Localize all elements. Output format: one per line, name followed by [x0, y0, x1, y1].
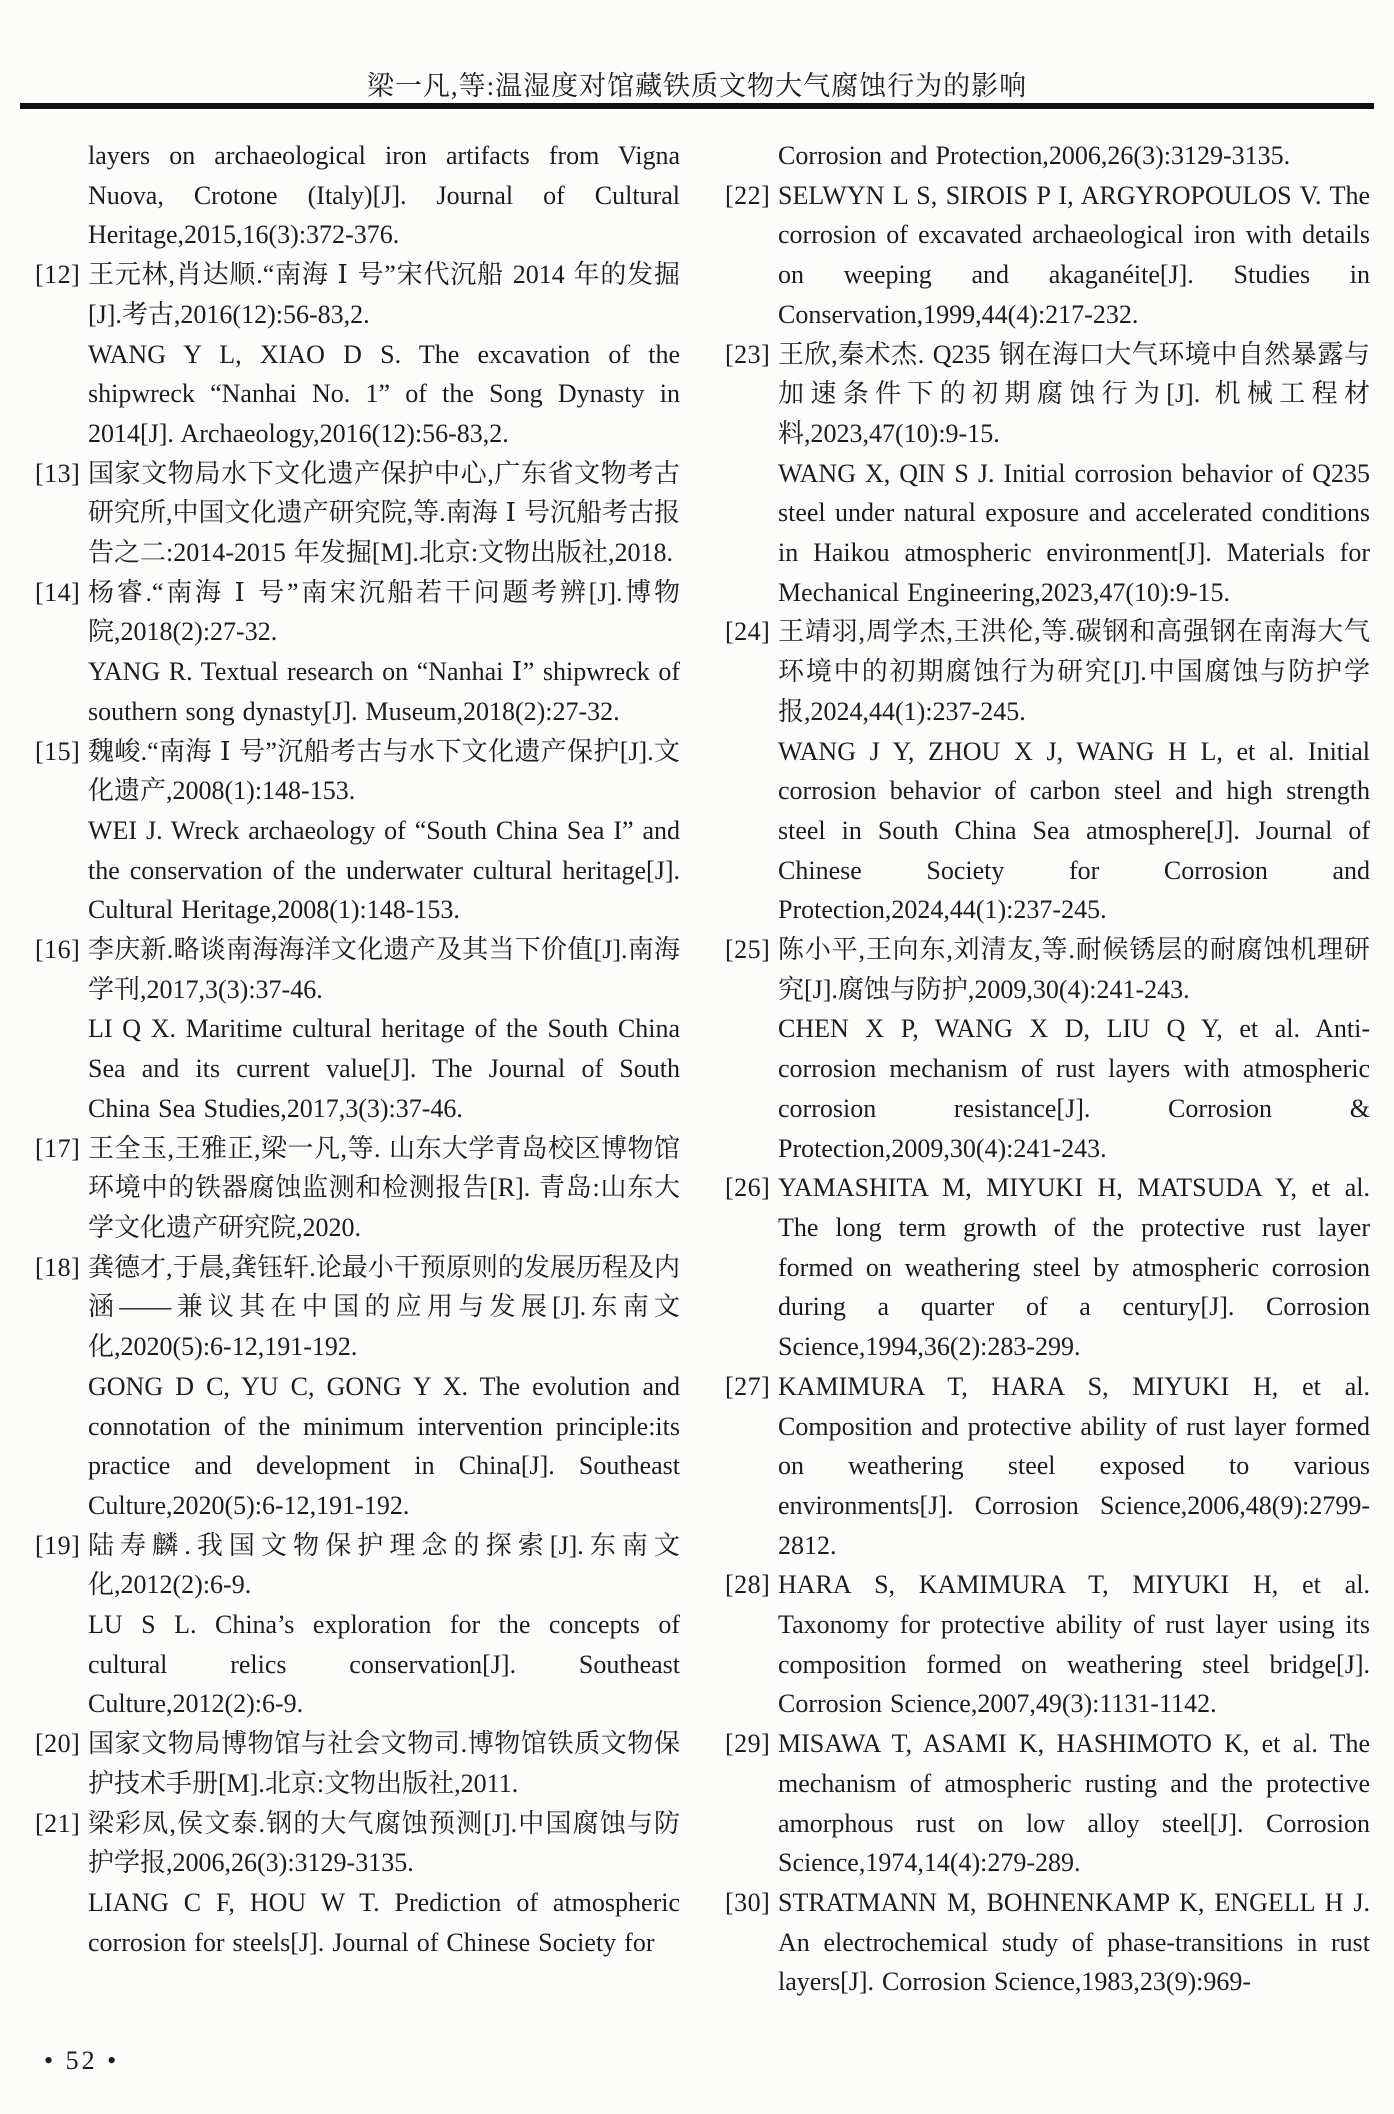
reference-text: 国家文物局水下文化遗产保护中心,广东省文物考古研究所,中国文化遗产研究院,等.南海 Ⅰ 号沉船考古报告之二:2014-2015 年发掘[M].北京:文物出版社,2018. [88, 458, 680, 568]
reference-text: 陈小平,王向东,刘清友,等.耐候锈层的耐腐蚀机理研究[J].腐蚀与防护,2009,30(4):241-243. [778, 935, 1370, 1004]
reference-number: [21] [35, 1808, 81, 1838]
reference-text: 王靖羽,周学杰,王洪伦,等.碳钢和高强钢在南海大气环境中的初期腐蚀行为研究[J].中国腐蚀与防护学报,2024,44(1):237-245. [778, 617, 1370, 726]
reference-number: [29] [725, 1729, 771, 1759]
reference-text: STRATMANN M, BOHNENKAMP K, ENGELL H J. An electrochemical study of phase-transitions in rust layers[J]. Corrosion Science,1983,23(9):969- [778, 1887, 1370, 1997]
reference-text: 王欣,秦术杰. Q235 钢在海口大气环境中自然暴露与加速条件下的初期腐蚀行为[J]. 机械工程材料,2023,47(10):9-15. [778, 339, 1370, 448]
reference-text: 梁彩凤,侯文泰.钢的大气腐蚀预测[J].中国腐蚀与防护学报,2006,26(3):3129-3135. [88, 1808, 680, 1878]
reference-text: YAMASHITA M, MIYUKI H, MATSUDA Y, et al. The long term growth of the protective rust layer formed on weathering steel by atmospheric corrosion during a quarter of a century[J]. Corrosion Science,1994,36(2):283-299. [778, 1173, 1370, 1362]
reference-entry [35, 1129, 680, 1248]
reference-entry [35, 732, 680, 931]
reference-entry [35, 1724, 680, 1803]
reference-text: LIANG C F, HOU W T. Prediction of atmospheric corrosion for steels[J]. Journal of Chinese Society for [88, 1887, 680, 1957]
reference-number: [30] [725, 1887, 771, 1917]
reference-number: [16] [35, 935, 81, 965]
reference-text: WANG X, QIN S J. Initial corrosion behavior of Q235 steel under natural exposure and accelerated conditions in Haikou atmospheric environment[J]. Materials for Mechanical Engineering,2023,47(10):9-15. [778, 458, 1370, 607]
reference-number: [22] [725, 180, 771, 210]
reference-entry [725, 136, 1370, 176]
reference-text: 国家文物局博物馆与社会文物司.博物馆铁质文物保护技术手册[M].北京:文物出版社,2011. [88, 1729, 680, 1798]
reference-entry [725, 930, 1370, 1168]
reference-entry [35, 930, 680, 1129]
reference-text: KAMIMURA T, HARA S, MIYUKI H, et al. Composition and protective ability of rust layer formed on weathering steel exposed to various environments[J]. Corrosion Science,2006,48(9):2799-2812. [778, 1371, 1370, 1560]
reference-number: [23] [725, 339, 771, 369]
reference-entry [35, 1248, 680, 1526]
reference-text: HARA S, KAMIMURA T, MIYUKI H, et al. Taxonomy for protective ability of rust layer using its composition formed on weathering steel bridge[J]. Corrosion Science,2007,49(3):1131-1142. [778, 1570, 1370, 1719]
reference-entry [725, 1724, 1370, 1883]
reference-entry [35, 136, 680, 255]
reference-text: LI Q X. Maritime cultural heritage of the South China Sea and its current value[J]. The Journal of South China Sea Studies,2017,3(3):37-46. [88, 1014, 680, 1123]
reference-text: Corrosion and Protection,2006,26(3):3129-3135. [778, 141, 1291, 170]
reference-text: SELWYN L S, SIROIS P I, ARGYROPOULOS V. The corrosion of excavated archaeological iron with details on weeping and akaganéite[J]. Studies in Conservation,1999,44(4):217-232. [778, 180, 1370, 329]
reference-text: GONG D C, YU C, GONG Y X. The evolution and connotation of the minimum intervention principle:its practice and development in China[J]. Southeast Culture,2020(5):6-12,191-192. [88, 1371, 680, 1520]
reference-entry [35, 1526, 680, 1725]
reference-number: [19] [35, 1530, 81, 1560]
reference-text: 王元林,肖达顺.“南海 Ⅰ 号”宋代沉船 2014 年的发掘[J].考古,2016(12):56-83,2. [88, 260, 680, 329]
reference-number: [28] [725, 1570, 771, 1600]
reference-text: 龚德才,于晨,龚钰轩.论最小干预原则的发展历程及内涵——兼议其在中国的应用与发展[J].东南文化,2020(5):6-12,191-192. [88, 1252, 680, 1362]
page-number: • 52 • [44, 2046, 120, 2075]
reference-text: WANG J Y, ZHOU X J, WANG H L, et al. Initial corrosion behavior of carbon steel and high strength steel in South China Sea atmosphere[J]. Journal of Chinese Society for Corrosion and Protection,2024,44(1):237-245. [778, 736, 1370, 925]
reference-text: 陆寿麟.我国文物保护理念的探索[J].东南文化,2012(2):6-9. [88, 1530, 680, 1600]
reference-text: YANG R. Textual research on “Nanhai Ⅰ” shipwreck of southern song dynasty[J]. Museum,2018(2):27-32. [88, 657, 680, 726]
reference-text: 李庆新.略谈南海海洋文化遗产及其当下价值[J].南海学刊,2017,3(3):37-46. [88, 935, 680, 1004]
reference-number: [25] [725, 935, 771, 965]
reference-number: [20] [35, 1729, 81, 1759]
references-column-left [35, 136, 680, 2044]
reference-number: [13] [35, 458, 81, 488]
reference-entry [35, 573, 680, 732]
reference-number: [17] [35, 1133, 81, 1163]
reference-entry [725, 335, 1370, 613]
reference-entry [725, 1367, 1370, 1566]
reference-number: [18] [35, 1252, 81, 1282]
reference-entry [35, 454, 680, 573]
reference-entry [725, 1883, 1370, 2002]
running-title: 梁一凡,等:温湿度对馆藏铁质文物大气腐蚀行为的影响 [366, 71, 1028, 101]
reference-text: MISAWA T, ASAMI K, HASHIMOTO K, et al. The mechanism of atmospheric rusting and the protective amorphous rust on low alloy steel[J]. Corrosion Science,1974,14(4):279-289. [778, 1729, 1370, 1878]
references-columns [35, 136, 1370, 2044]
reference-text: CHEN X P, WANG X D, LIU Q Y, et al. Anti-corrosion mechanism of rust layers with atmospheric corrosion resistance[J]. Corrosion & Protection,2009,30(4):241-243. [778, 1014, 1370, 1163]
reference-number: [27] [725, 1371, 771, 1401]
reference-entry [725, 612, 1370, 930]
references-column-right [725, 136, 1370, 2044]
reference-text: 杨睿.“南海 Ⅰ 号”南宋沉船若干问题考辨[J].博物院,2018(2):27-32. [88, 577, 680, 647]
reference-text: WEI J. Wreck archaeology of “South China Sea I” and the conservation of the underwater cultural heritage[J]. Cultural Heritage,2008(1):148-153. [88, 815, 680, 925]
reference-number: [14] [35, 577, 81, 607]
reference-text: layers on archaeological iron artifacts from Vigna Nuova, Crotone (Italy)[J]. Journal of Cultural Heritage,2015,16(3):372-376. [88, 141, 680, 250]
reference-text: 王全玉,王雅正,梁一凡,等. 山东大学青岛校区博物馆环境中的铁器腐蚀监测和检测报告[R]. 青岛:山东大学文化遗产研究院,2020. [88, 1133, 680, 1242]
reference-entry [35, 255, 680, 454]
reference-text: LU S L. China’s exploration for the concepts of cultural relics conservation[J]. Southeast Culture,2012(2):6-9. [88, 1610, 680, 1719]
reference-entry [35, 1804, 680, 1963]
header-rule [20, 103, 1374, 109]
reference-number: [12] [35, 260, 81, 290]
reference-number: [26] [725, 1173, 771, 1203]
reference-entry [725, 1168, 1370, 1367]
reference-number: [24] [725, 617, 771, 647]
reference-entry [725, 176, 1370, 335]
reference-entry [725, 1565, 1370, 1724]
reference-text: 魏峻.“南海 Ⅰ 号”沉船考古与水下文化遗产保护[J].文化遗产,2008(1):148-153. [88, 736, 680, 806]
reference-text: WANG Y L, XIAO D S. The excavation of the shipwreck “Nanhai No. 1” of the Song Dynasty in 2014[J]. Archaeology,2016(12):56-83,2. [88, 339, 680, 448]
reference-number: [15] [35, 736, 81, 766]
